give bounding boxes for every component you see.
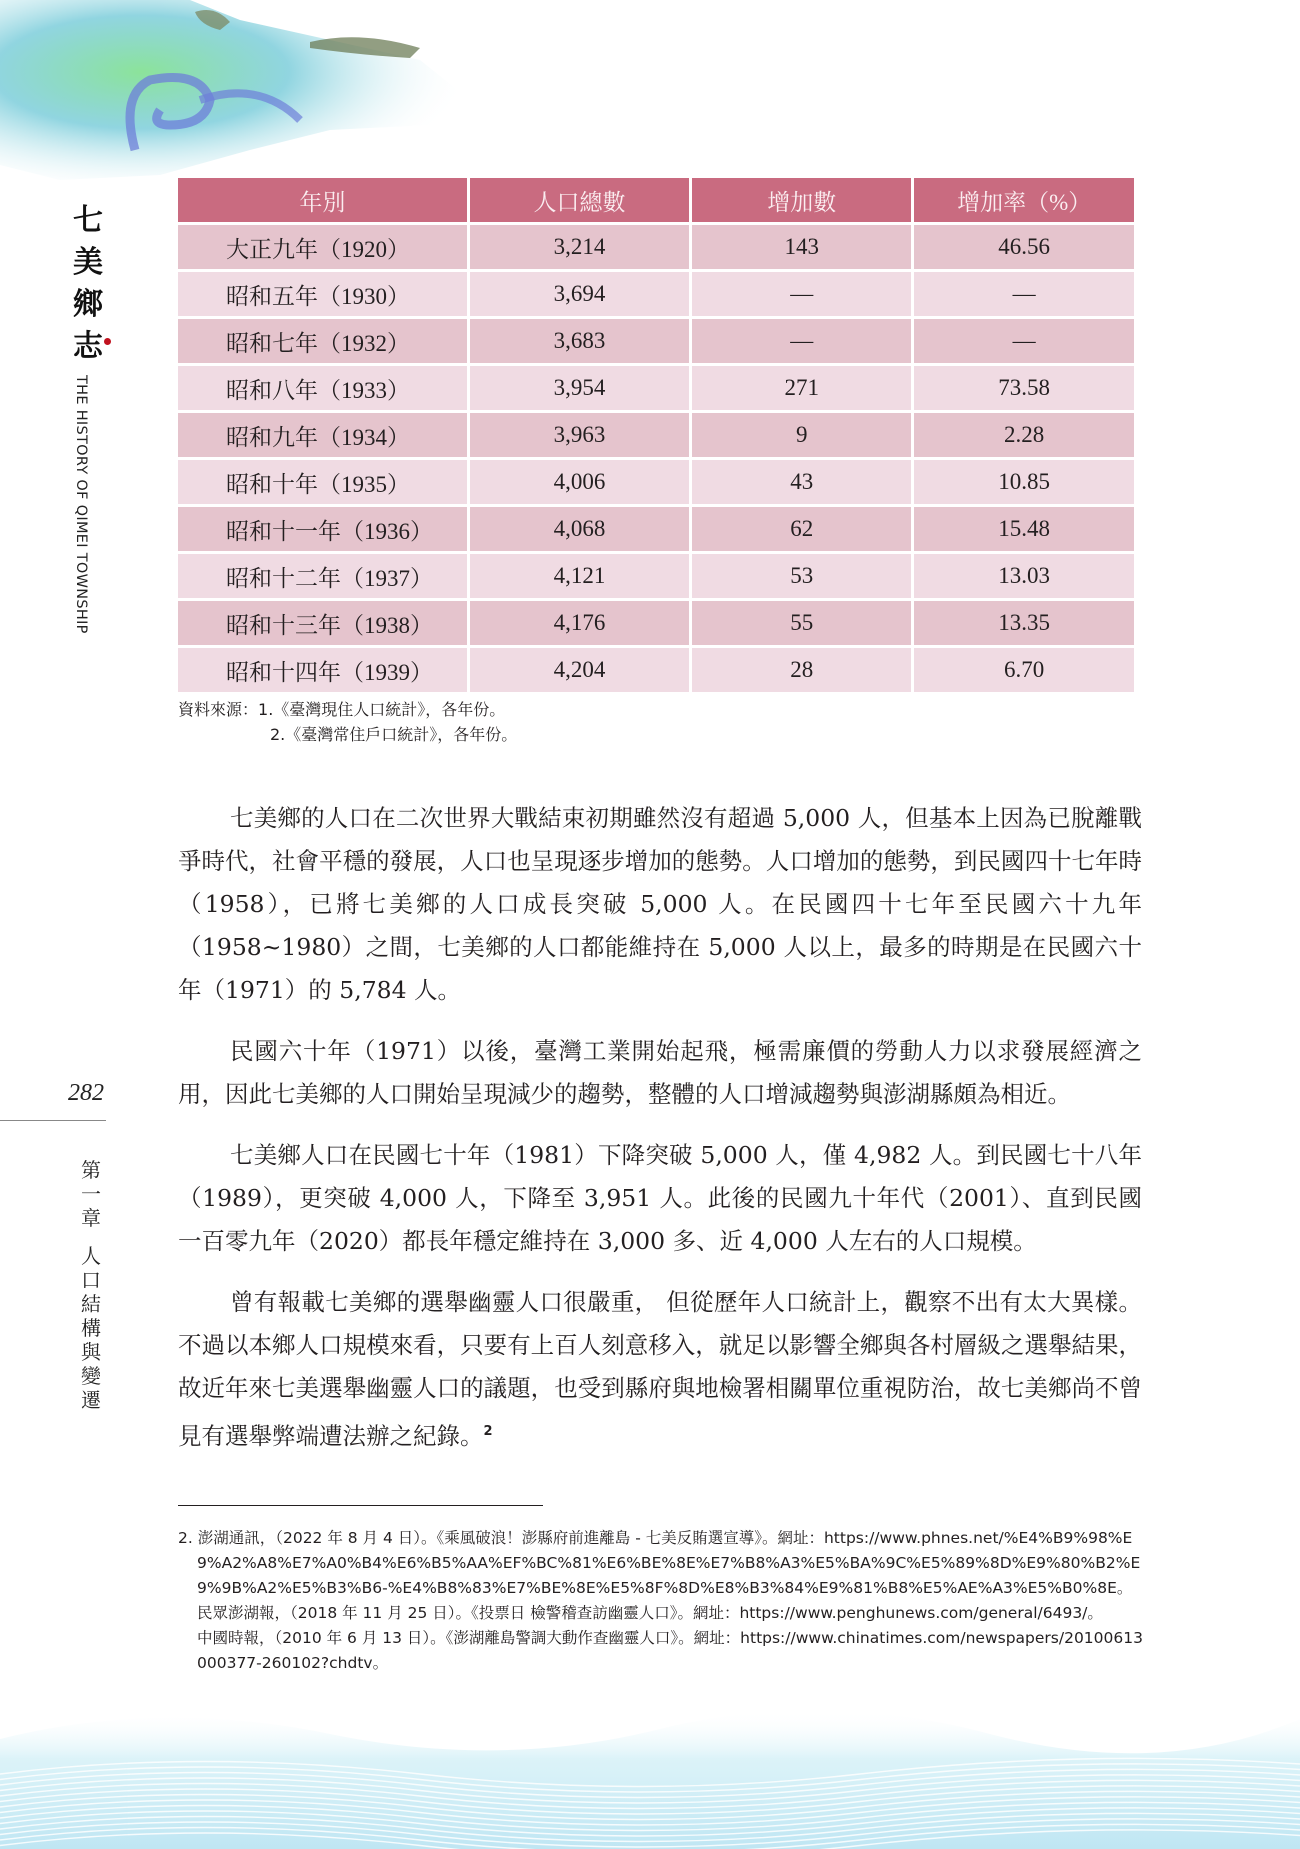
- footnote-divider: [178, 1505, 543, 1506]
- book-title-english: THE HISTORY OF QIMEI TOWNSHIP: [73, 375, 89, 634]
- book-title-vertical: [62, 200, 114, 368]
- chapter-char: 章: [81, 1206, 101, 1230]
- footnote-extra: 中國時報，（2010 年 6 月 13 日）。《澎湖離島警調大動作查幽靈人口》。網址：https://www.chinatimes.com/newspapers/20100613000377-260102?chdtv。: [197, 1629, 1143, 1672]
- year-cell: 昭和十年（1935）: [178, 460, 467, 504]
- table-row: [178, 272, 1134, 316]
- rate-cell: 13.03: [914, 554, 1134, 598]
- increase-cell: —: [692, 272, 911, 316]
- increase-cell: 43: [692, 460, 911, 504]
- total-cell: 4,176: [470, 601, 689, 645]
- table-row: [178, 225, 1134, 269]
- increase-cell: 53: [692, 554, 911, 598]
- chapter-char: 與: [81, 1340, 101, 1364]
- paragraph: 七美鄉人口在民國七十年（1981）下降突破 5,000 人，僅 4,982 人。到民國七十八年（1989），更突破 4,000 人，下降至 3,951 人。此後的民國九十年代（2001）、直到民國一百零九年（2020）都長年穩定維持在 3,000 多、近 4,000 人左右的人口規模。: [178, 1141, 1142, 1255]
- year-cell: 昭和十四年（1939）: [178, 648, 467, 692]
- chapter-char: 構: [81, 1316, 101, 1340]
- total-cell: 4,204: [470, 648, 689, 692]
- source-line-1: [178, 697, 517, 722]
- total-cell: 3,683: [470, 319, 689, 363]
- wave-decoration: [0, 1679, 1300, 1849]
- book-title-char: 七: [73, 203, 103, 238]
- book-title-char: 志: [73, 329, 103, 364]
- table-row: [178, 366, 1134, 410]
- paragraph: 七美鄉的人口在二次世界大戰結束初期雖然沒有超過 5,000 人，但基本上因為已脫離戰爭時代，社會平穩的發展，人口也呈現逐步增加的態勢。人口增加的態勢，到民國四十七年時（1958），已將七美鄉的人口成長突破 5,000 人。在民國四十七年至民國六十九年（1958~1980）之間，七美鄉的人口都能維持在 5,000 人以上，最多的時期是在民國六十年（1971）的 5,784 人。: [178, 804, 1142, 1004]
- chapter-char: 變: [81, 1364, 101, 1388]
- table-header-row: [178, 178, 1134, 222]
- rate-cell: 15.48: [914, 507, 1134, 551]
- footnote-2: 2. 澎湖通訊，（2022 年 8 月 4 日）。《乘風破浪！澎縣府前進離島 - 七美反賄選宣導》。網址：https://www.phnes.net/%E4%B9%98%E9%A2%A8%E7%A0%B4%E6%B5%AA%EF%BC%81%E6%BE%8E%E7%B8%A3%E5%BA%9C%E5%89%8D%E9%80%B2%E9%9B%A2%E5%B3%B6-%E4%B8%83%E7%BE%8E%E5%8F%8D%E8%B3%84%E9%81%B8%E5%AE%A3%E5%B0%8E。: [178, 1529, 1141, 1597]
- header-rate: 增加率（%）: [914, 178, 1134, 222]
- table-row: [178, 319, 1134, 363]
- red-seal-dot-icon: [104, 338, 111, 345]
- header-total: 人口總數: [470, 178, 689, 222]
- increase-cell: —: [692, 319, 911, 363]
- chapter-title-vertical: [76, 1158, 106, 1412]
- footnotes: [178, 1526, 1144, 1676]
- page-number-rule: [0, 1120, 106, 1121]
- footnote-extra: 民眾澎湖報，（2018 年 11 月 25 日）。《投票日 檢警稽查訪幽靈人口》。網址：https://www.penghunews.com/general/6493/。: [197, 1604, 1103, 1622]
- source-item: 2.《臺灣常住戶口統計》，各年份。: [270, 725, 518, 744]
- rate-cell: —: [914, 319, 1134, 363]
- footnote-reference[interactable]: 2: [483, 1424, 493, 1439]
- table-row: [178, 554, 1134, 598]
- body-text: [178, 797, 1142, 1476]
- population-table: [175, 175, 1137, 695]
- rate-cell: 2.28: [914, 413, 1134, 457]
- chapter-char: 口: [81, 1268, 101, 1292]
- year-cell: 昭和十三年（1938）: [178, 601, 467, 645]
- paragraph: 民國六十年（1971）以後，臺灣工業開始起飛，極需廉價的勞動人力以求發展經濟之用，因此七美鄉的人口開始呈現減少的趨勢，整體的人口增減趨勢與澎湖縣頗為相近。: [178, 1037, 1142, 1108]
- year-cell: 昭和七年（1932）: [178, 319, 467, 363]
- source-label: 資料來源：: [178, 700, 259, 719]
- table-row: [178, 507, 1134, 551]
- rate-cell: 10.85: [914, 460, 1134, 504]
- rate-cell: 73.58: [914, 366, 1134, 410]
- year-cell: 大正九年（1920）: [178, 225, 467, 269]
- increase-cell: 62: [692, 507, 911, 551]
- chapter-char: 人: [81, 1244, 101, 1268]
- table-row: [178, 460, 1134, 504]
- increase-cell: 271: [692, 366, 911, 410]
- total-cell: 4,068: [470, 507, 689, 551]
- increase-cell: 55: [692, 601, 911, 645]
- watercolor-island-decoration: [0, 0, 600, 190]
- source-item: 1.《臺灣現住人口統計》，各年份。: [258, 700, 506, 719]
- rate-cell: 13.35: [914, 601, 1134, 645]
- rate-cell: 6.70: [914, 648, 1134, 692]
- total-cell: 3,214: [470, 225, 689, 269]
- paragraph: [178, 1281, 1142, 1458]
- total-cell: 4,006: [470, 460, 689, 504]
- total-cell: 3,963: [470, 413, 689, 457]
- total-cell: 3,694: [470, 272, 689, 316]
- table-row: [178, 648, 1134, 692]
- book-title-char: 鄉: [73, 287, 103, 322]
- chapter-char: 結: [81, 1292, 101, 1316]
- header-increase: 增加數: [692, 178, 911, 222]
- chapter-char: 第: [81, 1158, 101, 1182]
- page-number: 282: [68, 1080, 104, 1106]
- table-row: [178, 601, 1134, 645]
- table-body: [178, 225, 1134, 692]
- book-title-char: 美: [73, 245, 103, 280]
- total-cell: 3,954: [470, 366, 689, 410]
- chapter-char: 一: [81, 1182, 101, 1206]
- rate-cell: —: [914, 272, 1134, 316]
- header-year: 年別: [178, 178, 467, 222]
- year-cell: 昭和十二年（1937）: [178, 554, 467, 598]
- rate-cell: 46.56: [914, 225, 1134, 269]
- increase-cell: 28: [692, 648, 911, 692]
- increase-cell: 9: [692, 413, 911, 457]
- source-line-2: [178, 722, 517, 747]
- chapter-char: 遷: [81, 1388, 101, 1412]
- year-cell: 昭和八年（1933）: [178, 366, 467, 410]
- table-row: [178, 413, 1134, 457]
- year-cell: 昭和十一年（1936）: [178, 507, 467, 551]
- total-cell: 4,121: [470, 554, 689, 598]
- paragraph-text: 曾有報載七美鄉的選舉幽靈人口很嚴重， 但從歷年人口統計上，觀察不出有太大異樣。不過以本鄉人口規模來看，只要有上百人刻意移入，就足以影響全鄉與各村層級之選舉結果，故近年來七美選舉幽靈人口的議題，也受到縣府與地檢署相關單位重視防治，故七美鄉尚不曾見有選舉弊端遭法辦之紀錄。: [178, 1288, 1142, 1450]
- table-source: [178, 697, 517, 747]
- year-cell: 昭和九年（1934）: [178, 413, 467, 457]
- year-cell: 昭和五年（1930）: [178, 272, 467, 316]
- increase-cell: 143: [692, 225, 911, 269]
